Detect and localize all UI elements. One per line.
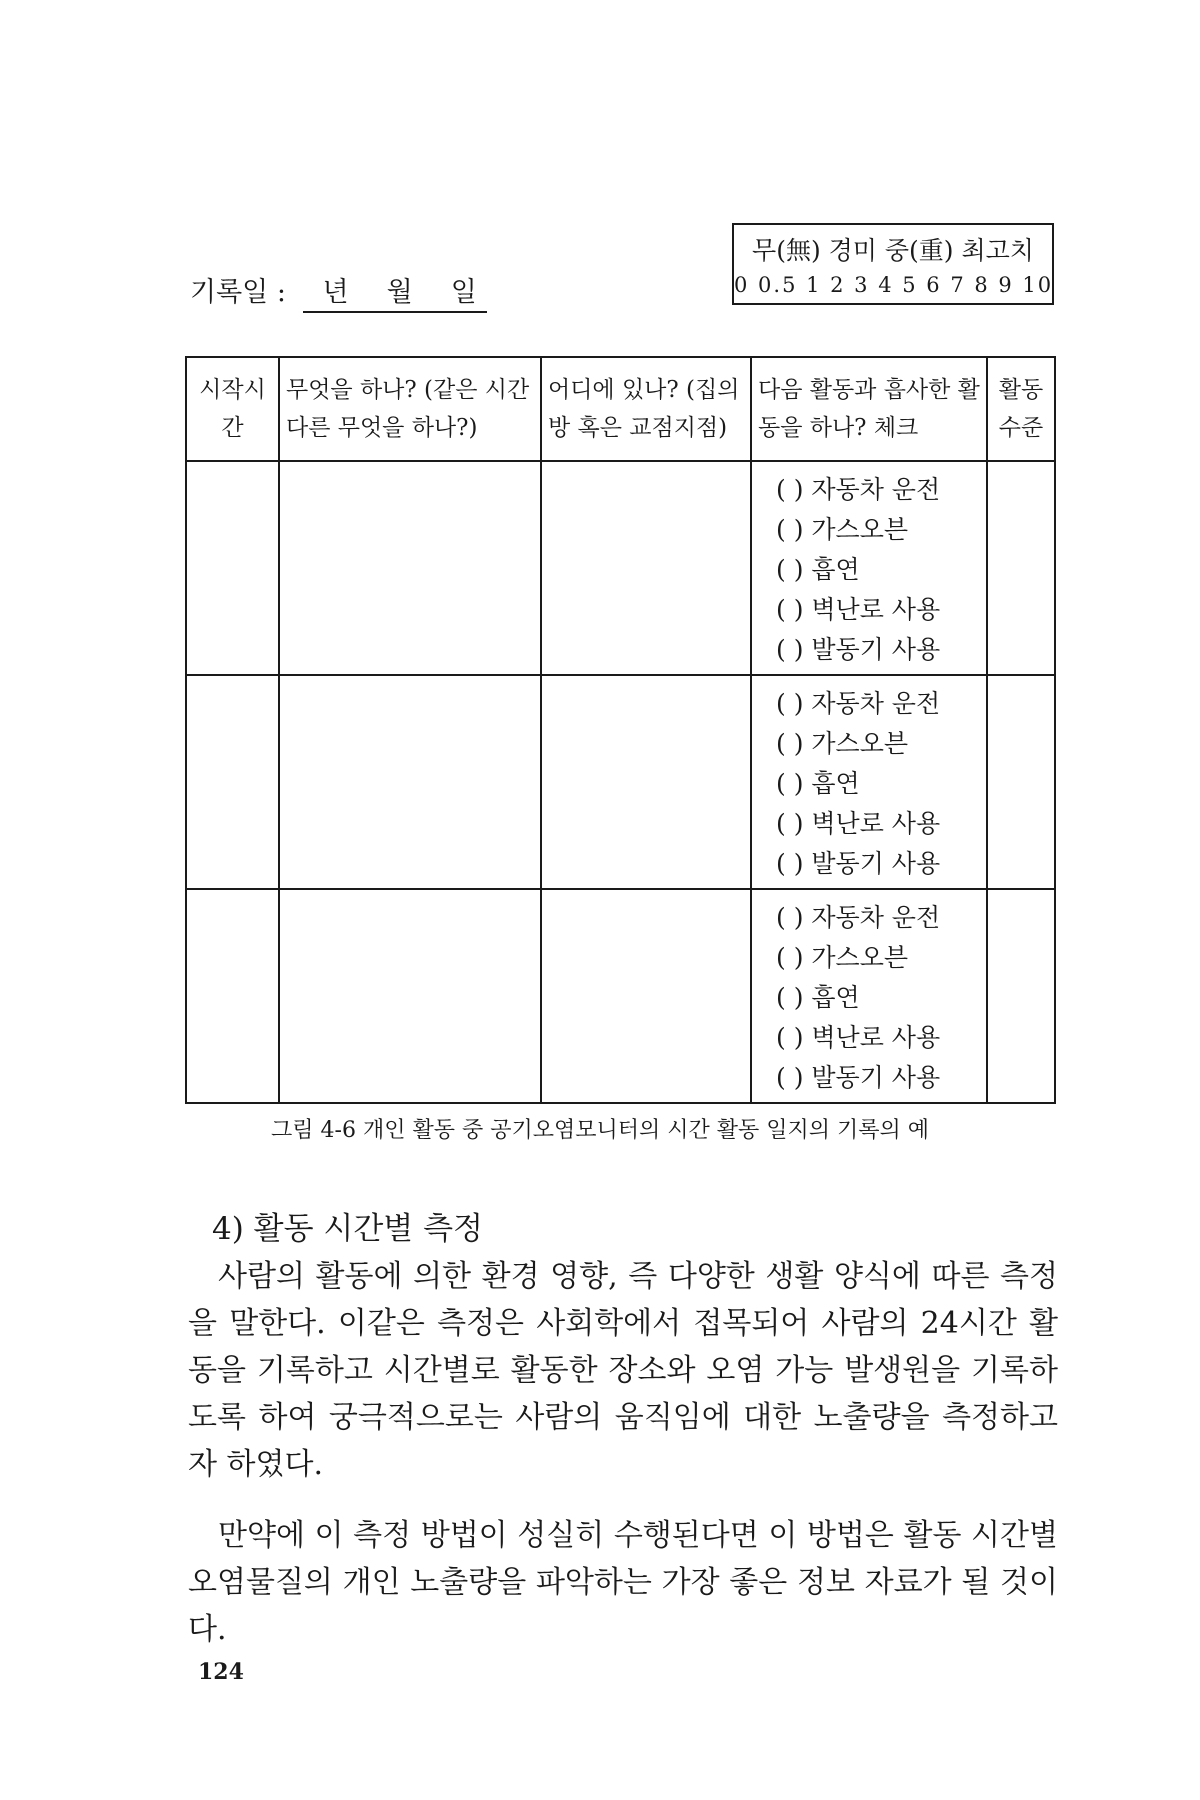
figure-caption: 그림 4-6 개인 활동 중 공기오염모니터의 시간 활동 일지의 기록의 예 [271,1118,929,1143]
list-item[interactable]: ( ) 발동기 사용 [776,1063,941,1092]
body-paragraph-2: 만약에 이 측정 방법이 성실히 수행된다면 이 방법은 활동 시간별 오염물질의 개인 노출량을 파악하는 가장 좋은 정보 자료가 될 것이다. [188,1518,1058,1647]
where-cell[interactable] [541,889,751,1103]
record-date-blank [303,270,487,313]
activity-log-table [185,356,1056,1104]
section-heading: 4) 활동 시간별 측정 [212,1211,484,1247]
list-item[interactable]: ( ) 가스오븐 [776,943,909,972]
where-cell[interactable] [541,461,751,675]
level-cell[interactable] [987,889,1055,1103]
header-start-time: 시작시간 [186,357,279,461]
start-time-cell[interactable] [186,461,279,675]
year-label: 년 [322,277,351,308]
start-time-cell[interactable] [186,889,279,1103]
list-item[interactable]: ( ) 자동차 운전 [776,689,941,718]
header-where: 어디에 있나? (집의 방 혹은 교점지점) [541,357,751,461]
list-item[interactable]: ( ) 벽난로 사용 [776,595,941,624]
record-date-label: 기록일 : [190,277,286,308]
level-cell[interactable] [987,675,1055,889]
scale-numbers: 0 0.5 1 2 3 4 5 6 7 8 9 10 [734,273,1054,297]
intensity-scale-box [732,223,1054,305]
table-row [186,675,1055,889]
activity-checklist [752,894,986,1098]
list-item[interactable]: ( ) 가스오븐 [776,515,909,544]
list-item[interactable]: ( ) 흡연 [776,769,860,798]
record-date [190,270,487,313]
list-item[interactable]: ( ) 자동차 운전 [776,475,941,504]
check-cell [751,461,987,675]
header-check: 다음 활동과 흡사한 활동을 하나? 체크 [751,357,987,461]
month-label: 월 [386,277,415,308]
table-header-row [186,357,1055,461]
list-item[interactable]: ( ) 벽난로 사용 [776,809,941,838]
what-cell[interactable] [279,461,541,675]
day-label: 일 [450,277,479,308]
list-item[interactable]: ( ) 발동기 사용 [776,635,941,664]
list-item[interactable]: ( ) 흡연 [776,555,860,584]
body-paragraph-1: 사람의 활동에 의한 환경 영향, 즉 다양한 생활 양식에 따른 측정을 말한다. 이같은 측정은 사회학에서 접목되어 사람의 24시간 활동을 기록하고 시간별로 활동한 장소와 오염 가능 발생원을 기록하도록 하여 궁극적으로는 사람의 움직임에 대한 노출량을 측정하고자 하였다. [188,1259,1058,1482]
check-cell [751,889,987,1103]
level-cell[interactable] [987,461,1055,675]
scale-labels: 무(無) 경미 중(重) 최고치 [752,236,1034,265]
what-cell[interactable] [279,675,541,889]
header-level: 활동 수준 [987,357,1055,461]
list-item[interactable]: ( ) 벽난로 사용 [776,1023,941,1052]
where-cell[interactable] [541,675,751,889]
check-cell [751,675,987,889]
start-time-cell[interactable] [186,675,279,889]
what-cell[interactable] [279,889,541,1103]
list-item[interactable]: ( ) 자동차 운전 [776,903,941,932]
activity-checklist [752,680,986,884]
list-item[interactable]: ( ) 발동기 사용 [776,849,941,878]
table-row [186,889,1055,1103]
activity-checklist [752,466,986,670]
header-what: 무엇을 하나? (같은 시간 다른 무엇을 하나?) [279,357,541,461]
list-item[interactable]: ( ) 흡연 [776,983,860,1012]
page-number: 124 [198,1659,244,1685]
list-item[interactable]: ( ) 가스오븐 [776,729,909,758]
table-row [186,461,1055,675]
